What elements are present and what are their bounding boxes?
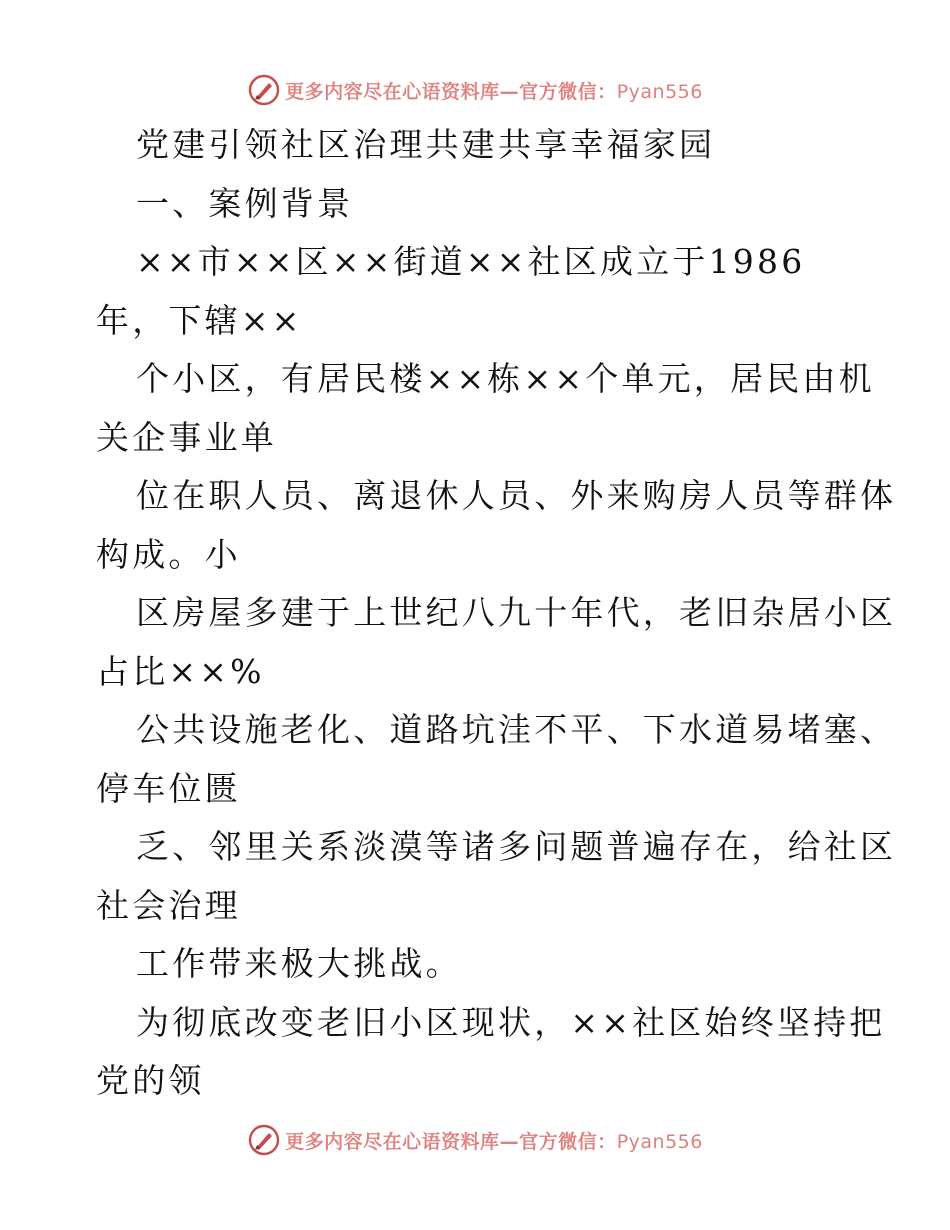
banner-separator: — (499, 1130, 520, 1153)
paragraph-line: 社会治理 (96, 885, 241, 925)
section-heading: 一、案例背景 (136, 183, 354, 223)
banner-main-text: 更多内容尽在心语资料库 (285, 80, 500, 103)
document-title: 党建引领社区治理共建共享幸福家园 (136, 125, 716, 164)
paragraph-line: 党的领 (96, 1061, 205, 1100)
paragraph-line: 个小区，有居民楼××栋××个单元，居民由机 (136, 359, 875, 398)
paragraph-line: 乏、邻里关系淡漠等诸多问题普遍存在，给社区 (136, 827, 897, 866)
banner-suffix-text: 官方微信： (519, 1130, 617, 1153)
paragraph-line: 位在职人员、离退休人员、外来购房人员等群体 (136, 476, 897, 515)
document-body (96, 116, 897, 1111)
paragraph-line: ××市××区××街道××社区成立于1986 (136, 242, 806, 281)
paragraph-line: 为彻底改变老旧小区现状，××社区始终坚持把 (136, 1002, 886, 1042)
paragraph-line: 关企事业单 (96, 417, 277, 457)
pen-logo-icon (247, 1123, 281, 1157)
paragraph-line: 构成。小 (96, 534, 241, 574)
paragraph-line: 停车位匮 (96, 768, 241, 808)
banner-text (285, 1127, 703, 1154)
header-banner (0, 70, 950, 110)
banner-wechat-id: Pyan556 (616, 80, 703, 103)
paragraph-line: 工作带来极大挑战。 (136, 944, 462, 983)
pen-logo-icon (247, 73, 281, 107)
banner-wechat-id: Pyan556 (616, 1130, 703, 1153)
footer-banner (0, 1120, 950, 1160)
banner-text (285, 77, 703, 104)
paragraph-line: 区房屋多建于上世纪八九十年代，老旧杂居小区 (136, 593, 897, 632)
paragraph-line: 年，下辖×× (96, 300, 303, 340)
paragraph-line: 公共设施老化、道路坑洼不平、下水道易堵塞、 (136, 710, 897, 749)
paragraph-line: 占比××% (96, 651, 265, 691)
banner-separator: — (499, 80, 520, 103)
banner-suffix-text: 官方微信： (519, 80, 617, 103)
banner-main-text: 更多内容尽在心语资料库 (285, 1130, 500, 1153)
